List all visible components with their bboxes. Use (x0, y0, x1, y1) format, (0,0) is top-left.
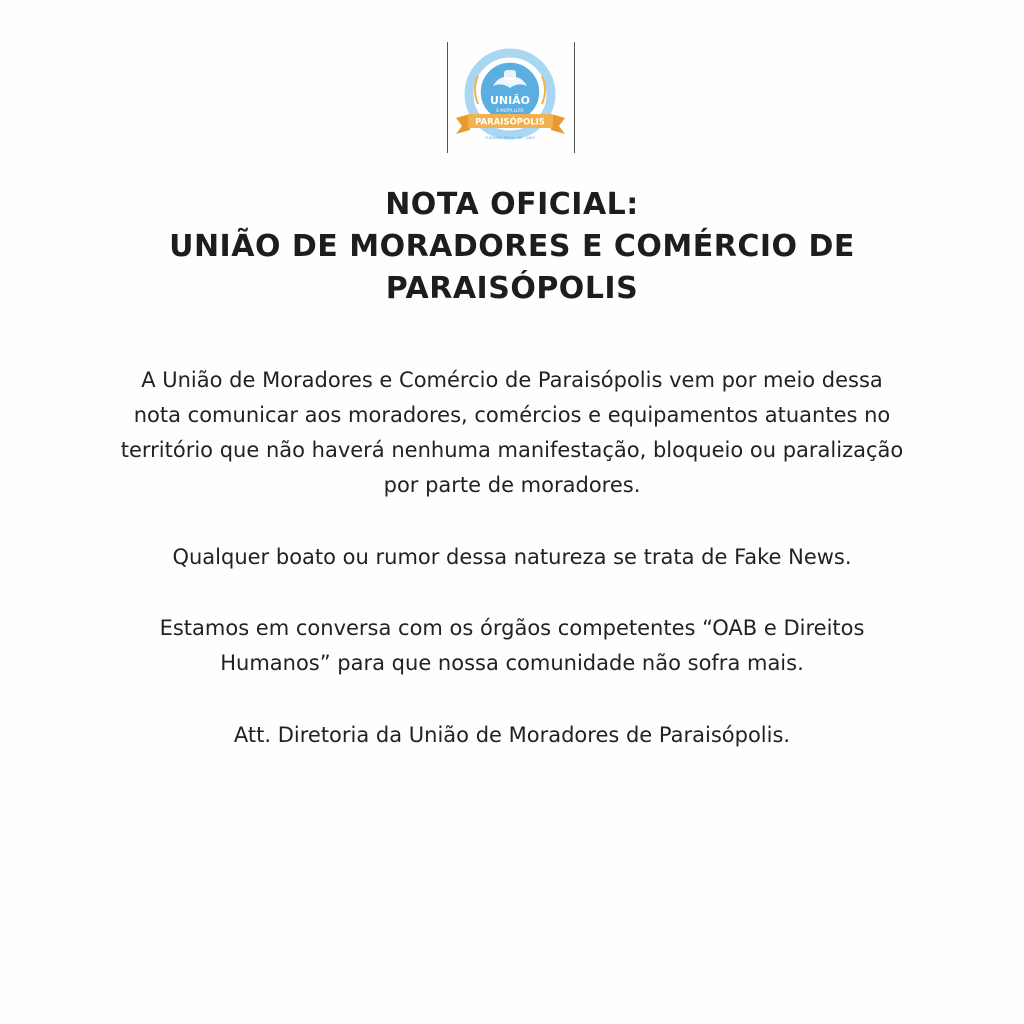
text-line: por parte de moradores. (383, 473, 641, 497)
title-line: UNIÃO DE MORADORES E COMÉRCIO DE (169, 229, 855, 264)
paragraph-fake-news (20, 540, 1004, 575)
text-line: Estamos em conversa com os órgãos competentes “OAB e Direitos (159, 616, 865, 640)
logo-frame (447, 42, 575, 153)
logo-center-text: UNIÃO (489, 94, 531, 107)
paragraph-conversation (20, 611, 1004, 681)
text-line: Qualquer boato ou rumor dessa natureza se trata de Fake News. (172, 545, 852, 569)
paragraph-announcement (20, 363, 1004, 503)
logo-founded-text: FUNDADA EM 10 - 09 - 2003 (485, 136, 535, 140)
text-line: nota comunicar aos moradores, comércios e equipamentos atuantes no (133, 403, 891, 427)
title-line: NOTA OFICIAL: (385, 187, 639, 222)
logo-center-subtext: É MUITA LUTA (496, 108, 524, 113)
page-title (0, 184, 1024, 310)
uniao-moradores-paraisopolis-seal-icon (448, 42, 573, 153)
logo-banner-text: PARAISÓPOLIS (475, 117, 545, 128)
text-line: Att. Diretoria da União de Moradores de Paraisópolis. (233, 723, 791, 747)
paragraph-signature (20, 718, 1004, 753)
title-line: PARAISÓPOLIS (385, 271, 639, 306)
text-line: Humanos” para que nossa comunidade não sofra mais. (220, 651, 804, 675)
text-line: território que não haverá nenhuma manifestação, bloqueio ou paralização (120, 438, 904, 462)
text-line: A União de Moradores e Comércio de Paraisópolis vem por meio dessa (141, 368, 883, 392)
